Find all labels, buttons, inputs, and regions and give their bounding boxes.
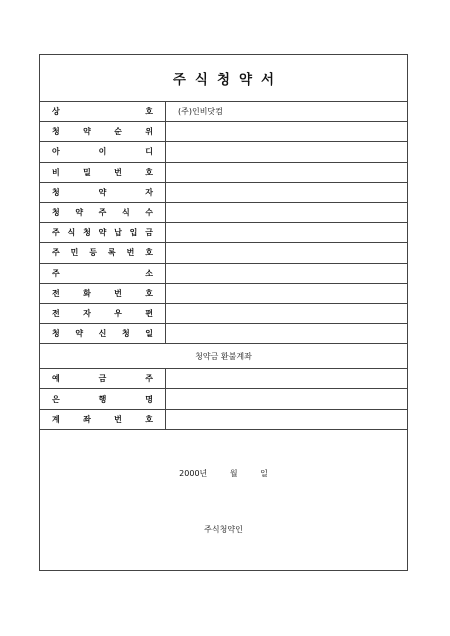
- label-char: 소: [145, 268, 153, 278]
- label-char: 번: [114, 414, 122, 424]
- label-char: 행: [98, 394, 107, 404]
- label-char: 신: [98, 329, 107, 339]
- label-char: 전: [52, 288, 60, 298]
- row-value[interactable]: [166, 142, 407, 161]
- label-char: 번: [126, 248, 135, 258]
- row-value[interactable]: [166, 122, 407, 141]
- label-char: 아: [52, 147, 60, 157]
- label-char: 호: [145, 414, 153, 424]
- row-value[interactable]: [166, 324, 407, 343]
- subscription-form: [39, 54, 408, 571]
- label-char: 금: [145, 228, 153, 238]
- form-row: [40, 203, 407, 223]
- form-row: [40, 410, 407, 430]
- signer-line: [40, 524, 407, 535]
- row-value[interactable]: [166, 223, 407, 242]
- row-label: [40, 324, 166, 343]
- label-char: 주: [52, 268, 60, 278]
- refund-rows: [40, 369, 407, 430]
- label-char: 화: [83, 288, 91, 298]
- label-char: 일: [145, 329, 153, 339]
- row-value[interactable]: [166, 243, 407, 262]
- label-char: 호: [145, 248, 153, 258]
- row-label: [40, 304, 166, 323]
- row-value[interactable]: (주)인비닷컴: [178, 107, 223, 117]
- row-label: [40, 389, 166, 408]
- label-char: 전: [52, 308, 60, 318]
- row-label: [40, 410, 166, 429]
- form-row: [40, 264, 407, 284]
- label-char: 번: [114, 167, 122, 177]
- title-row: [40, 55, 407, 102]
- form-row: [40, 304, 407, 324]
- row-value[interactable]: [166, 369, 407, 388]
- row-value[interactable]: [166, 389, 407, 408]
- row-label: [40, 243, 166, 262]
- date-day: 일: [260, 469, 268, 478]
- row-value[interactable]: [166, 264, 407, 283]
- row-value[interactable]: [166, 183, 407, 202]
- label-char: 자: [83, 308, 91, 318]
- date-month: 월: [229, 469, 238, 478]
- row-label: [40, 264, 166, 283]
- form-row: [40, 389, 407, 409]
- label-char: 약: [98, 228, 107, 238]
- row-label: [40, 369, 166, 388]
- form-row: [40, 102, 407, 122]
- form-row: [40, 142, 407, 162]
- label-char: 상: [52, 107, 60, 117]
- label-char: 청: [52, 329, 60, 339]
- label-char: 수: [145, 208, 153, 218]
- row-value[interactable]: [166, 203, 407, 222]
- form-row: [40, 324, 407, 344]
- label-char: 납: [114, 228, 122, 238]
- label-char: 약: [83, 127, 91, 137]
- label-char: 디: [145, 147, 153, 157]
- form-row: [40, 183, 407, 203]
- row-label: [40, 102, 166, 121]
- label-char: 약: [98, 187, 107, 197]
- label-char: 청: [83, 228, 91, 238]
- label-char: 명: [145, 394, 153, 404]
- label-char: 순: [114, 127, 122, 137]
- label-char: 식: [121, 208, 130, 218]
- row-label: [40, 142, 166, 161]
- form-row: [40, 243, 407, 263]
- row-label: [40, 284, 166, 303]
- label-char: 등: [89, 248, 98, 258]
- date-year: 2000년: [179, 469, 208, 478]
- row-value[interactable]: [166, 284, 407, 303]
- label-char: 약: [75, 329, 84, 339]
- row-label: [40, 203, 166, 222]
- row-value[interactable]: [166, 163, 407, 182]
- refund-section-heading: [40, 344, 407, 369]
- label-char: 약: [75, 208, 84, 218]
- label-char: 위: [145, 127, 153, 137]
- label-char: 예: [52, 374, 60, 384]
- row-label: [40, 163, 166, 182]
- label-char: 금: [98, 374, 107, 384]
- label-char: 주: [52, 228, 60, 238]
- label-char: 청: [52, 208, 60, 218]
- label-char: 입: [129, 228, 138, 238]
- signer-label: 주식청약인: [204, 525, 243, 534]
- label-char: 번: [114, 288, 122, 298]
- row-label: [40, 183, 166, 202]
- row-label: [40, 223, 166, 242]
- label-char: 식: [67, 228, 76, 238]
- row-value[interactable]: [166, 304, 407, 323]
- label-char: 주: [145, 374, 153, 384]
- form-row: [40, 223, 407, 243]
- label-char: 호: [145, 107, 153, 117]
- label-char: 편: [145, 308, 153, 318]
- label-char: 은: [52, 394, 60, 404]
- label-char: 록: [107, 248, 116, 258]
- main-rows: [40, 102, 407, 344]
- label-char: 민: [70, 248, 79, 258]
- row-value[interactable]: [166, 410, 407, 429]
- label-char: 청: [121, 329, 130, 339]
- row-label: [40, 122, 166, 141]
- label-char: 자: [145, 187, 153, 197]
- label-char: 주: [52, 248, 60, 258]
- form-row: [40, 284, 407, 304]
- label-char: 좌: [83, 414, 91, 424]
- label-char: 호: [145, 167, 153, 177]
- date-line: [40, 468, 407, 479]
- label-char: 청: [52, 187, 60, 197]
- label-char: 주: [98, 208, 107, 218]
- form-row: [40, 163, 407, 183]
- label-char: 계: [52, 414, 60, 424]
- refund-heading-text: 청약금 환불계좌: [195, 351, 252, 361]
- form-row: [40, 122, 407, 142]
- label-char: 우: [114, 308, 122, 318]
- form-title: 주식청약서: [172, 72, 284, 88]
- label-char: 청: [52, 127, 60, 137]
- label-char: 밀: [83, 167, 91, 177]
- label-char: 호: [145, 288, 153, 298]
- label-char: 비: [52, 167, 60, 177]
- label-char: 이: [98, 147, 107, 157]
- form-row: [40, 369, 407, 389]
